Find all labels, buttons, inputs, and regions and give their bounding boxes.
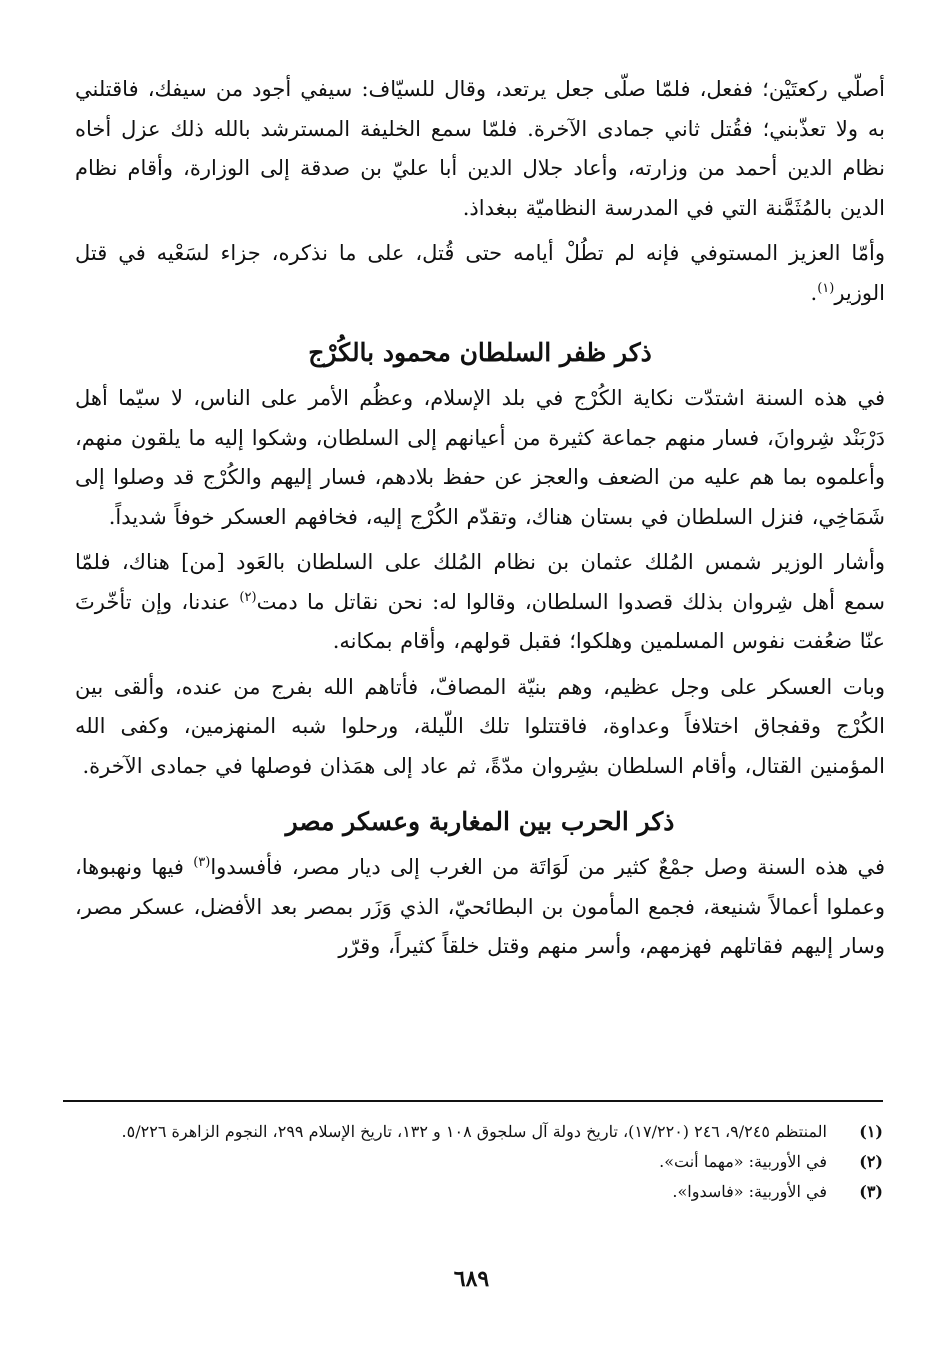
footnote-text: في الأوربية: «مهما أنت». — [659, 1152, 827, 1171]
footnote-divider — [63, 1100, 883, 1102]
footnote-number: (١) — [859, 1122, 883, 1141]
paragraph-aziz-text: وأمّا العزيز المستوفي فإنه لم تطُلْ أيامه حتى قُتل، على ما نذكره، جزاء لسَعْيه في قتل الوزير — [75, 241, 885, 305]
paragraph-karj-3: وبات العسكر على وجل عظيم، وهم بنيّة المصافّ، فأتاهم الله بفرج من عنده، وألقى بين الكُرْج وقفجاق اختلافاً وعداوة، فاقتتلوا تلك اللّيلة، ورحلوا شبه المنهزمين، وكفى الله المؤمنين القتال، وأقام السلطان بشِروان مدّةً، ثم عاد إلى همَذان فوصلها في جمادى الآخرة. — [75, 674, 886, 778]
paragraph-maghariba-1 — [75, 848, 885, 967]
footnote-number: (٣) — [859, 1182, 883, 1201]
paragraph-karj-2-end: عندنا، وإن تأخّرتَ عنّا ضعُفت نفوس المسلمين وهلكوا؛ فقبل قولهم، وأقام بمكانه. — [75, 589, 885, 653]
footnotes — [60, 1118, 883, 1208]
footnote-ref-1: (١) — [817, 280, 835, 296]
paragraph-karj-2-start: وأشار الوزير شمس المُلك عثمان بن نظام المُلك على السلطان بالعَود [من] هناك، فلمّا سمع أهل شِروان بذلك قصدوا السلطان، وقالوا له: نحن نقاتل ما دمت — [75, 550, 886, 614]
footnote-text: في الأوربية: «فاسدوا». — [672, 1182, 827, 1201]
footnote-item — [60, 1118, 883, 1146]
page-body — [75, 58, 885, 967]
footnote-ref-2: (٢) — [239, 589, 257, 605]
footnote-number: (٢) — [859, 1152, 883, 1171]
paragraph-maghariba-start: في هذه السنة وصل جمْعٌ كثير من لَوَاتَة من الغرب إلى ديار مصر، فأفسدوا — [210, 855, 886, 879]
paragraph-karj-1: في هذه السنة اشتدّت نكاية الكُرْج في بلد الإسلام، وعظُم الأمر على الناس، لا سيّما أهل دَرْبَنْد شِروانَ، فسار منهم جماعة كثيرة من أعيانهم إلى السلطان، وشكوا إليه ما يلقون منهم، وأعلموه بما هم عليه من الضعف والعجز عن حفظ بلادهم، فسار إليهم والكُرْج قد وصلوا إلى شَمَاخِي، فنزل السلطان في بستان هناك، وتقدّم الكُرْج إليه، فخافهم العسكر خوفاً شديداً. — [75, 386, 885, 529]
paragraph-karj-2 — [75, 543, 885, 662]
footnote-item — [60, 1148, 883, 1176]
paragraph-continuation: أصلّي ركعتَيْن؛ ففعل، فلمّا صلّى جعل يرتعد، وقال للسيّاف: سيفي أجود من سيفك، فاقتلني به ولا تعذّبني؛ فقُتل ثاني جمادى الآخرة. فلمّا سمع الخليفة المسترشد بالله ذلك عزل أخاه نظام الدين أحمد من وزارته، وأعاد جلال الدين أبا عليّ بن صدقة إلى الوزارة، وأقام نظام الدين بالمُثَمَّنة التي في المدرسة النظاميّة ببغداذ. — [75, 77, 885, 220]
footnote-ref-3: (٣) — [193, 855, 211, 870]
paragraph-aziz-end: . — [810, 280, 818, 305]
section-heading-karj: ذكر ظفر السلطان محمود بالكُرْج — [308, 338, 652, 367]
page-number: ٦٨٩ — [453, 1266, 490, 1292]
footnote-item — [60, 1178, 883, 1206]
footnote-text: المنتظم ٩/٢٤٥، ٢٤٦ (١٧/٢٢٠)، تاريخ دولة آل سلجوق ١٠٨ و ١٣٢، تاريخ الإسلام ٢٩٩، النجوم الزاهرة ٥/٢٢٦. — [121, 1122, 827, 1141]
paragraph-maghariba-end: فيها ونهبوها، وعملوا أعمالاً شنيعة، فجمع المأمون بن البطائحيّ، الذي وَزَر بمصر بعد الأفضل، عسكر مصر، وسار إليهم فقاتلهم فهزمهم، وأسر منهم وقتل خلقاً كثيراً، وقرّر — [75, 855, 885, 958]
paragraph-aziz-mustawfi — [75, 234, 885, 313]
section-heading-maghariba: ذكر الحرب بين المغاربة وعسكر مصر — [285, 807, 675, 836]
